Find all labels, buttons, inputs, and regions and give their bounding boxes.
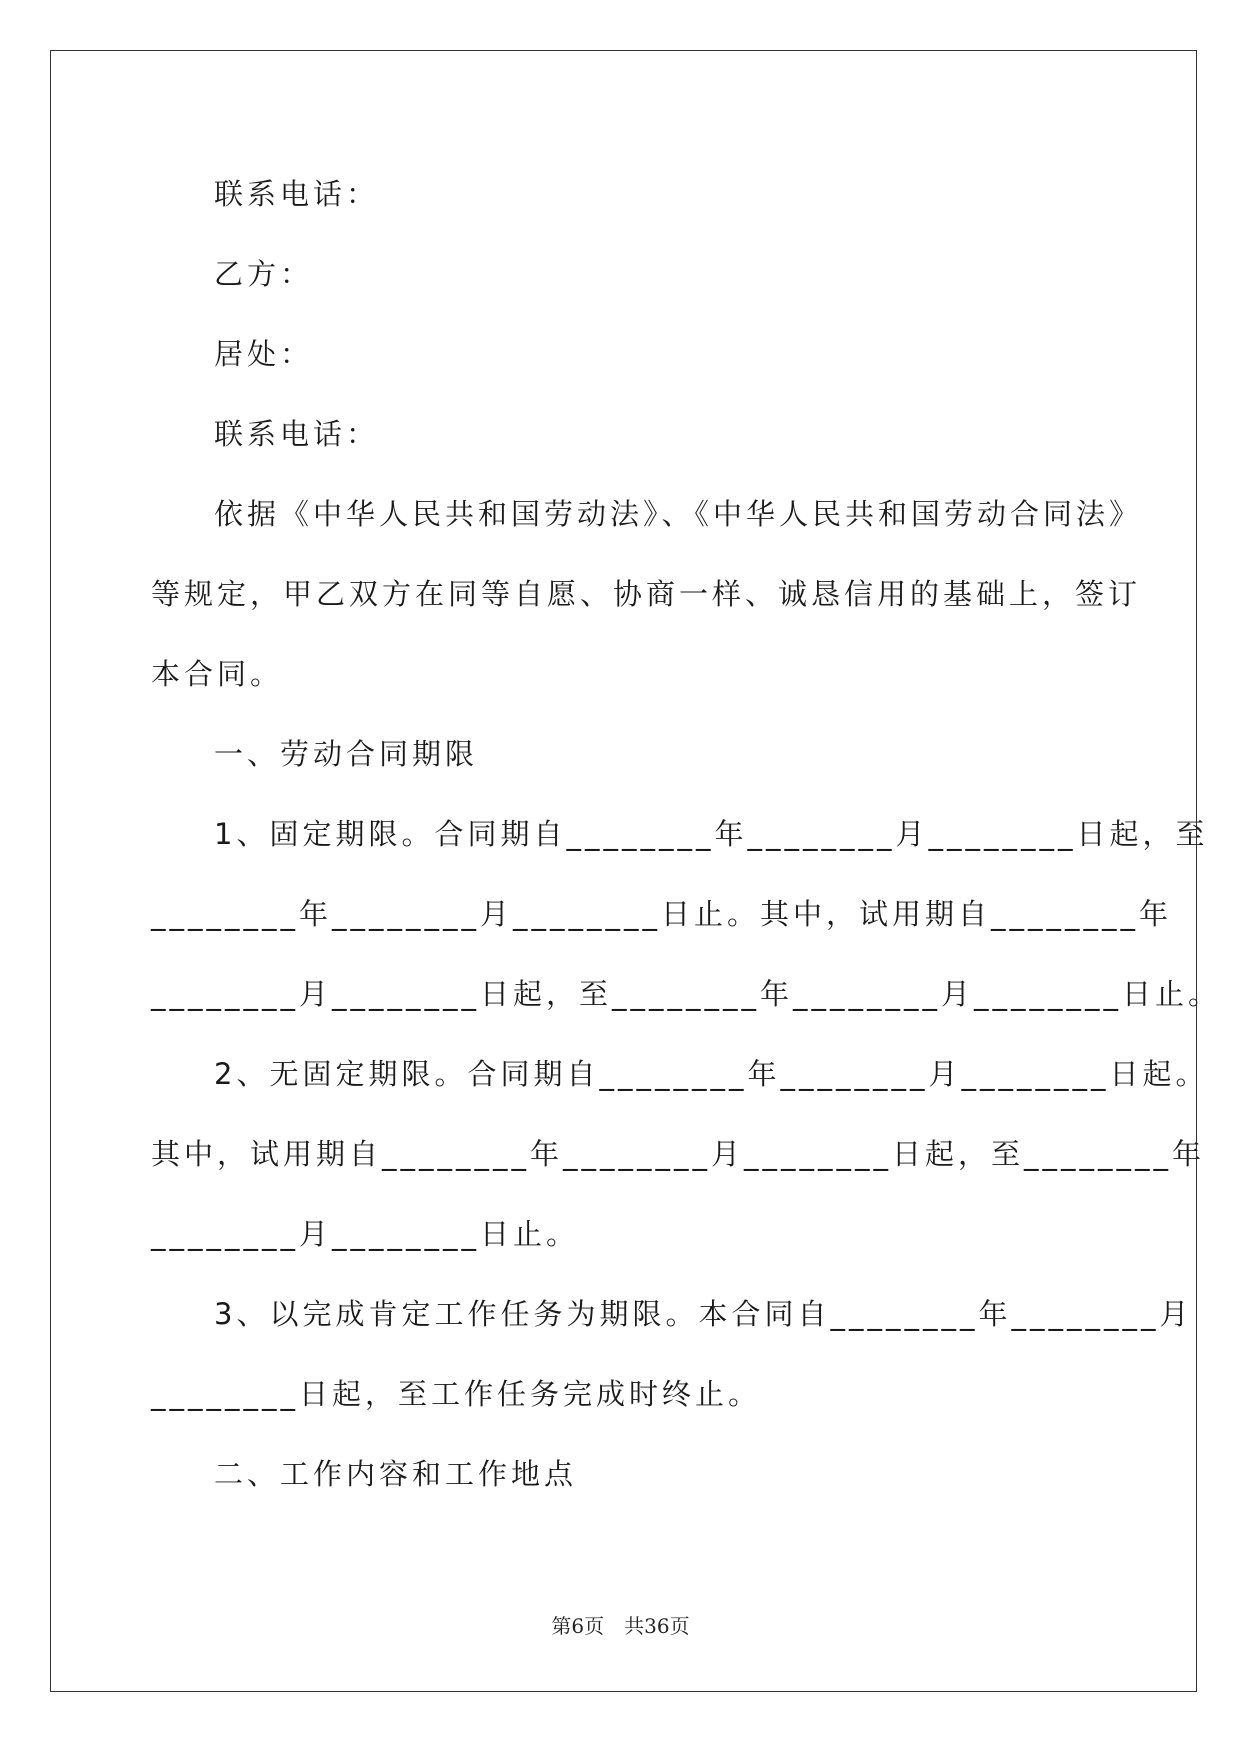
- open-term-line-2: 其中，试用期自________年________月________日起，至________年: [151, 1137, 1206, 1171]
- fixed-term-line-1: 1、固定期限。合同期自________年________月________日起，至: [214, 817, 1209, 851]
- page-frame: [50, 50, 1197, 1692]
- open-term-line-1: 2、无固定期限。合同期自________年________月________日起。: [214, 1057, 1209, 1091]
- contact-phone-line-b: 联系电话：: [214, 417, 380, 451]
- fixed-term-line-3: ________月________日起，至________年________月________日止。: [151, 977, 1222, 1011]
- party-b-line: 乙方：: [214, 257, 314, 291]
- basis-paragraph-line-1: 依据《中华人民共和国劳动法》、《中华人民共和国劳动合同法》: [214, 497, 1143, 531]
- basis-paragraph-line-3: 本合同。: [151, 657, 284, 691]
- fixed-term-line-2: ________年________月________日止。其中，试用期自________年: [151, 897, 1173, 931]
- contact-phone-line: 联系电话：: [214, 177, 380, 211]
- residence-line: 居处：: [214, 337, 314, 371]
- task-term-line-2: ________日起，至工作任务完成时终止。: [151, 1377, 762, 1411]
- task-term-line-1: 3、以完成肯定工作任务为期限。本合同自________年________月: [214, 1297, 1193, 1331]
- section-heading-contract-term: 一、劳动合同期限: [214, 737, 479, 771]
- basis-paragraph-line-2: 等规定，甲乙双方在同等自愿、协商一样、诚恳信用的基础上，签订: [151, 577, 1142, 611]
- open-term-line-3: ________月________日止。: [151, 1217, 580, 1251]
- section-heading-work-content: 二、工作内容和工作地点: [214, 1457, 578, 1491]
- page-number-footer: 第6页 共36页: [551, 1614, 690, 1638]
